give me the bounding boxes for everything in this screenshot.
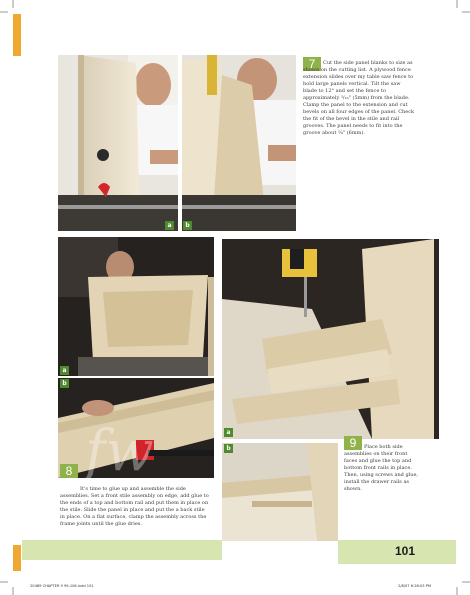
photo-step7-a <box>58 55 178 231</box>
page-number: 101 <box>395 544 416 558</box>
photo-step8-a <box>58 237 214 376</box>
footer-bar <box>22 540 222 560</box>
slug-left: 20489 CHAPTER 9 99-106.indd 101 <box>30 584 94 588</box>
photo-label: b <box>224 444 233 453</box>
photo-step9-b <box>222 443 338 541</box>
step-text: Place both side assemblies on their front faces and glue the top and bottom front rails in place. Then, using screws and glue, install the drawer rails as shown. <box>344 444 419 492</box>
photo-label: b <box>60 379 69 388</box>
photo-step7-b <box>182 55 296 231</box>
step-number: 9 <box>344 436 362 450</box>
step-number: 8 <box>60 464 78 478</box>
photo-label: a <box>60 366 69 375</box>
photo-label: a <box>165 221 174 230</box>
side-bar-bottom <box>13 545 21 571</box>
watermark: fw <box>85 419 154 484</box>
step-text: Cut the side panel blanks to size as shown on the cutting list. A plywood fence extension slides over my table saw fence to hold large panels vertical. Tilt the saw blade to 12° and set the fence to approximately ³/₁₆" (5mm) from the blade. Clamp the panel to the extension and cut bevels on all four edges of the panel. Check the fit of the bevel in the stile and rail grooves. The panel needs to fit into the groove about ¼" (6mm). <box>303 60 415 136</box>
step-text: It's time to glue up and assemble the side assemblies. Set a front stile assembly on edge, add glue to the ends of a top and bottom rail and put them in place on the stile. Slide the panel in place and put the a back stile in place. On a flat surface, clamp the assembly across the frame joints until the glue dries. <box>60 486 209 527</box>
photo-label: a <box>224 428 233 437</box>
photo-label: b <box>183 221 192 230</box>
step-number: 7 <box>303 57 321 71</box>
slug-right: 2/8/07 6:28:03 PM <box>398 584 431 588</box>
side-bar-top <box>13 14 21 56</box>
photo-step9-a <box>222 239 439 439</box>
